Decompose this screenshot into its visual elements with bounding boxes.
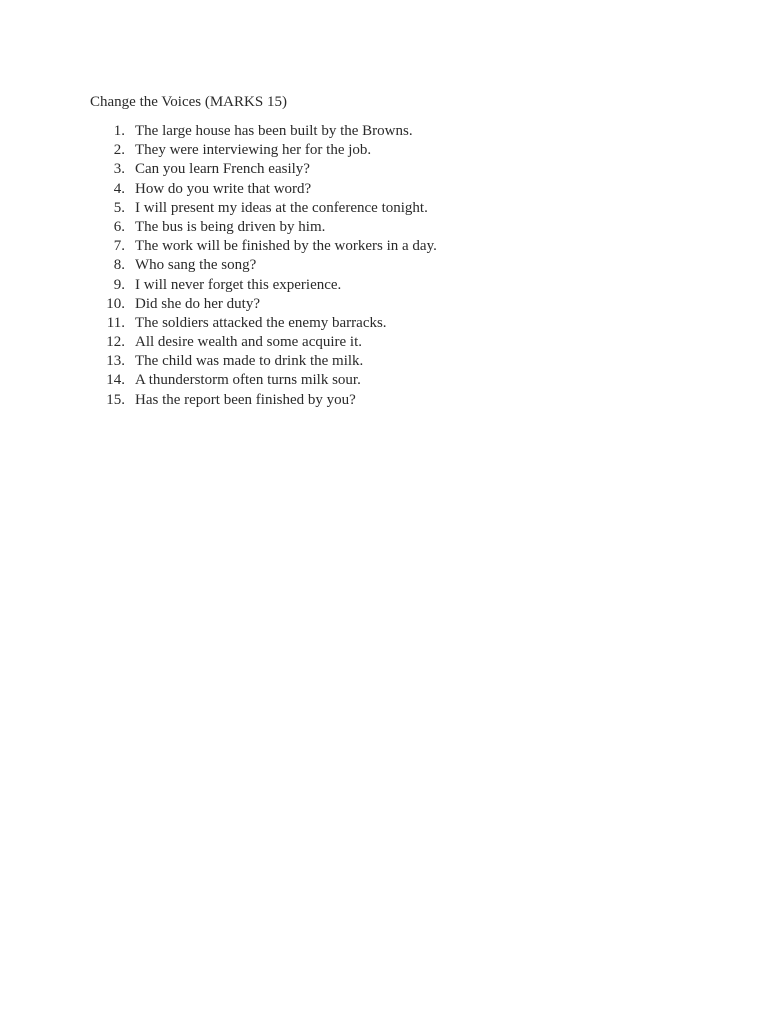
item-text: Who sang the song? — [135, 257, 257, 274]
item-text: Can you learn French easily? — [135, 161, 310, 178]
item-text: The work will be finished by the workers in a day. — [135, 238, 437, 255]
item-number: 7. — [113, 238, 125, 255]
item-number: 5. — [113, 199, 125, 216]
item-number: 2. — [113, 142, 125, 159]
item-text: The bus is being driven by him. — [135, 218, 326, 235]
item-number: 4. — [113, 180, 125, 197]
item-number: 1. — [113, 123, 125, 139]
page-title: Change the Voices (MARKS 15) — [90, 94, 287, 110]
item-text: A thunderstorm often turns milk sour. — [135, 372, 361, 389]
item-number: 14. — [106, 372, 125, 389]
item-number: 3. — [113, 161, 125, 178]
item-number: 8. — [113, 257, 125, 274]
item-number: 13. — [106, 353, 125, 370]
item-text: I will never forget this experience. — [135, 276, 342, 293]
item-number: 10. — [106, 295, 125, 312]
item-number: 12. — [106, 334, 125, 351]
item-text: The large house has been built by the Browns. — [135, 123, 413, 139]
item-number: 6. — [113, 218, 125, 235]
item-text: They were interviewing her for the job. — [135, 142, 372, 159]
item-number: 11. — [106, 314, 125, 331]
item-text: How do you write that word? — [135, 180, 312, 197]
item-number: 9. — [113, 276, 125, 293]
item-text: I will present my ideas at the conference tonight. — [135, 199, 428, 216]
item-text: Has the report been finished by you? — [135, 391, 356, 408]
item-number: 15. — [106, 391, 125, 408]
item-text: The soldiers attacked the enemy barracks. — [135, 314, 387, 331]
item-text: All desire wealth and some acquire it. — [135, 334, 363, 351]
item-text: The child was made to drink the milk. — [135, 353, 364, 370]
item-text: Did she do her duty? — [135, 295, 260, 312]
